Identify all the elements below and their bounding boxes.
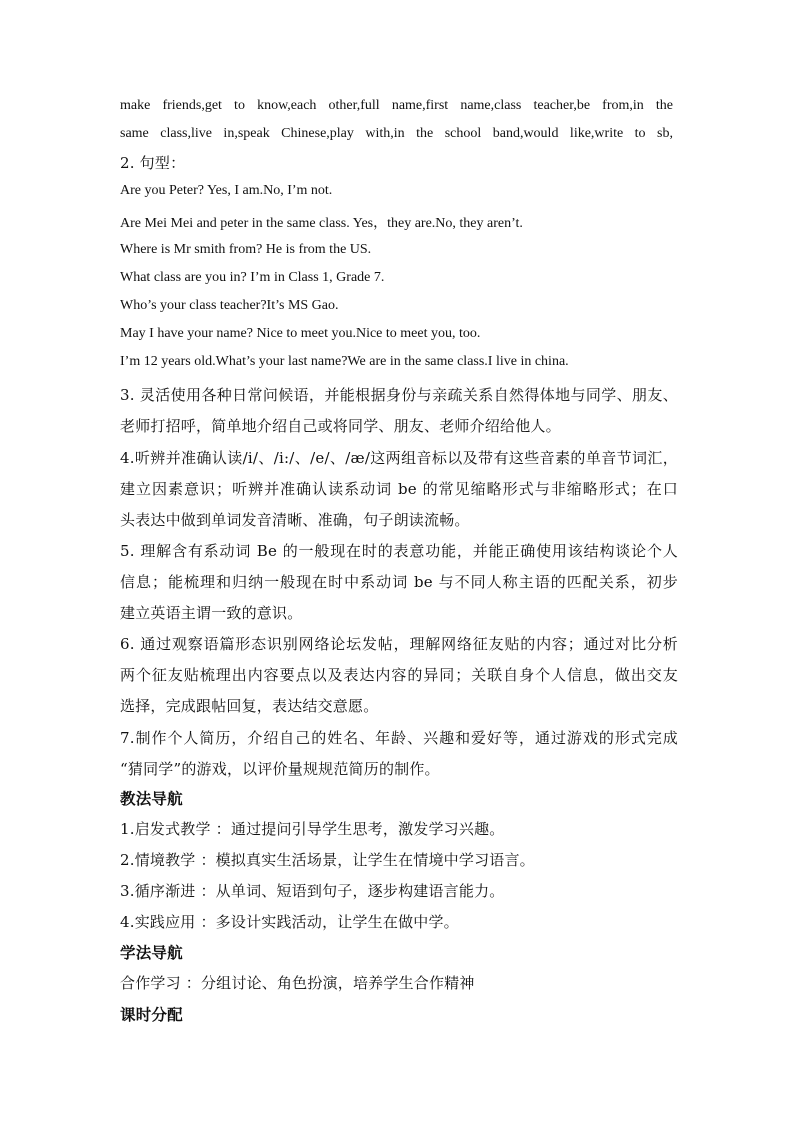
sentence-item: What class are you in? I’m in Class 1, Grade 7. bbox=[120, 270, 385, 285]
sentence-item: Where is Mr smith from? He is from the US. bbox=[120, 242, 372, 257]
objective-6-line-2: 两个征友贴梳理出内容要点以及表达内容的异同；关联自身个人信息，做出交友 bbox=[120, 666, 678, 684]
sentence-item: May I have your name? Nice to meet you.Nice to meet you, too. bbox=[120, 326, 481, 341]
teaching-method-item: 4.实践应用 ：多设计实践活动，让学生在做中学。 bbox=[120, 913, 459, 931]
sentence-item: Are Mei Mei and peter in the same class. Yes，they are.No, they aren’t. bbox=[120, 216, 523, 231]
objective-7-line-1: 7.制作个人简历，介绍自己的姓名、年龄、兴趣和爱好等，通过游戏的形式完成 bbox=[120, 729, 678, 747]
objective-3-line-2: 老师打招呼，简单地介绍自己或将同学、朋友、老师介绍给他人。 bbox=[120, 417, 561, 435]
objective-7-line-2: “猜同学”的游戏，以评价量规规范简历的制作。 bbox=[120, 760, 440, 778]
teaching-method-item: 3.循序渐进 ：从单词、短语到句子，逐步构建语言能力。 bbox=[120, 882, 505, 900]
objective-5-line-1: 5. 理解含有系动词 Be 的一般现在时的表意功能，并能正确使用该结构谈论个人 bbox=[120, 542, 678, 560]
phrases-line-2: same class,live in,speak Chinese,play with,in the school band,would like,write to sb, bbox=[120, 126, 673, 141]
teaching-method-item: 1.启发式教学 ：通过提问引导学生思考，激发学习兴趣。 bbox=[120, 820, 505, 838]
objective-4-line-1: 4.听辨并准确认读/i/、/i:/、/e/、/æ/这两组音标以及带有这些音素的单音节词汇， bbox=[120, 449, 678, 467]
sentence-patterns-title: 2. 句型： bbox=[120, 154, 186, 172]
sentence-item: I’m 12 years old.What’s your last name?We are in the same class.I live in china. bbox=[120, 354, 569, 369]
sentence-item: Who’s your class teacher?It’s MS Gao. bbox=[120, 298, 339, 313]
schedule-heading: 课时分配 bbox=[120, 1005, 183, 1024]
learning-method-text: 合作学习 ：分组讨论、角色扮演，培养学生合作精神 bbox=[120, 974, 475, 992]
objective-5-line-3: 建立英语主谓一致的意识。 bbox=[120, 604, 303, 622]
objective-6-line-3: 选择，完成跟帖回复，表达结交意愿。 bbox=[120, 697, 379, 715]
objective-4-line-2: 建立因素意识；听辨并准确认读系动词 be 的常见缩略形式与非缩略形式；在口 bbox=[120, 480, 678, 498]
learning-methods-heading: 学法导航 bbox=[120, 943, 183, 962]
objective-6-line-1: 6. 通过观察语篇形态识别网络论坛发帖，理解网络征友贴的内容；通过对比分析 bbox=[120, 635, 678, 653]
objective-4-line-3: 头表达中做到单词发音清晰、准确，句子朗读流畅。 bbox=[120, 511, 470, 529]
sentence-item: Are you Peter? Yes, I am.No, I’m not. bbox=[120, 183, 333, 198]
objective-3-line-1: 3. 灵活使用各种日常问候语，并能根据身份与亲疏关系自然得体地与同学、朋友、 bbox=[120, 386, 678, 404]
phrases-line-1: make friends,get to know,each other,full name,first name,class teacher,be from,in the bbox=[120, 98, 673, 113]
teaching-methods-heading: 教法导航 bbox=[120, 789, 183, 808]
teaching-method-item: 2.情境教学 ：模拟真实生活场景，让学生在情境中学习语言。 bbox=[120, 851, 535, 869]
objective-5-line-2: 信息；能梳理和归纳一般现在时中系动词 be 与不同人称主语的匹配关系，初步 bbox=[120, 573, 678, 591]
